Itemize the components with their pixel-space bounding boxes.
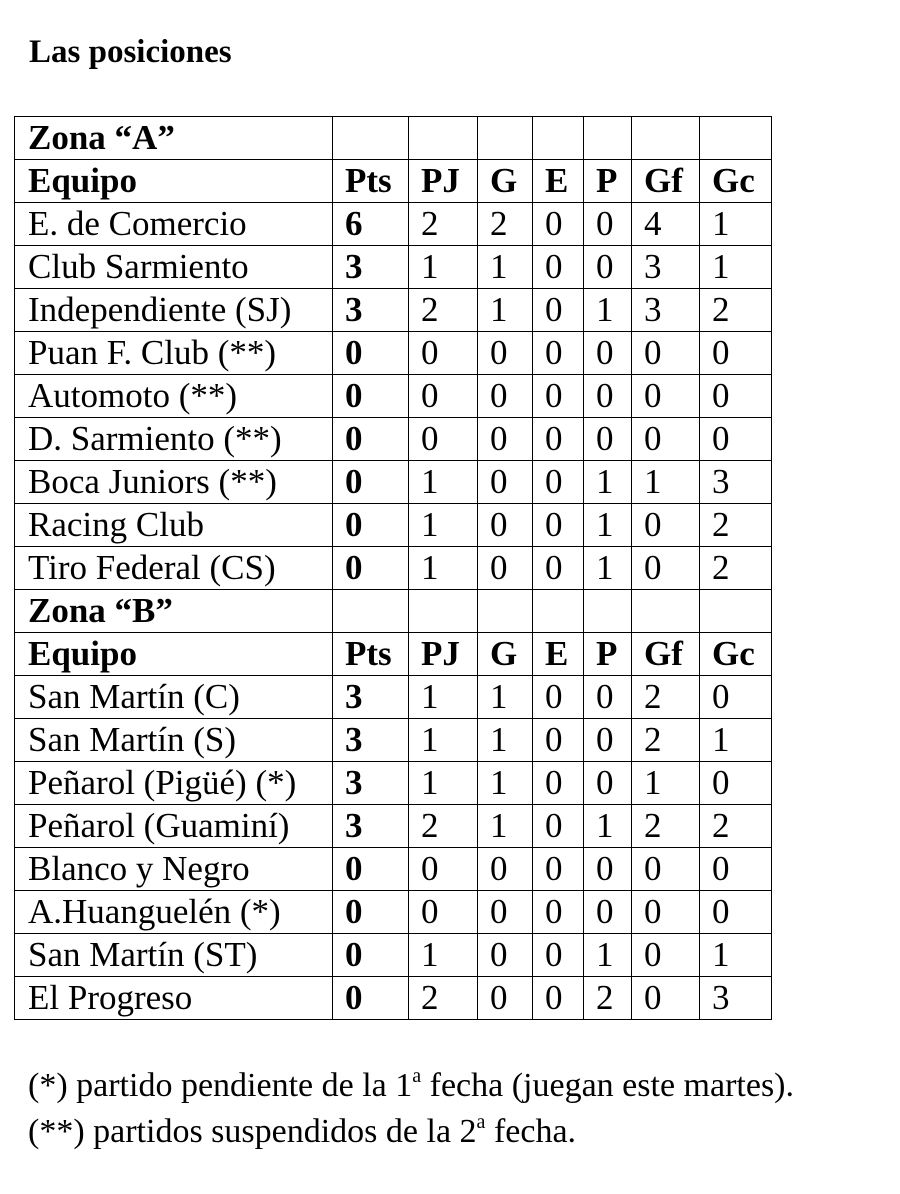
table-row bbox=[15, 891, 772, 934]
stat-pj: 1 bbox=[409, 934, 478, 977]
stat-gf: 0 bbox=[632, 375, 700, 418]
stat-gc: 2 bbox=[700, 805, 772, 848]
zone-title-row bbox=[15, 590, 772, 633]
stat-gf: 3 bbox=[632, 289, 700, 332]
stat-e: 0 bbox=[533, 246, 584, 289]
table-row bbox=[15, 805, 772, 848]
footnote-pending bbox=[28, 1063, 794, 1109]
stat-g: 1 bbox=[478, 762, 533, 805]
empty-cell bbox=[409, 590, 478, 633]
stat-pts: 3 bbox=[333, 246, 409, 289]
stat-pts: 0 bbox=[333, 332, 409, 375]
column-header-gc: Gc bbox=[700, 633, 772, 676]
column-header-e: E bbox=[533, 160, 584, 203]
stat-g: 1 bbox=[478, 246, 533, 289]
stat-e: 0 bbox=[533, 848, 584, 891]
stat-g: 0 bbox=[478, 848, 533, 891]
team-name: Peñarol (Guaminí) bbox=[15, 805, 333, 848]
team-name: Automoto (**) bbox=[15, 375, 333, 418]
stat-gc: 0 bbox=[700, 332, 772, 375]
column-header-row bbox=[15, 633, 772, 676]
empty-cell bbox=[700, 590, 772, 633]
empty-cell bbox=[478, 117, 533, 160]
column-header-p: P bbox=[584, 160, 632, 203]
column-header-row bbox=[15, 160, 772, 203]
empty-cell bbox=[632, 590, 700, 633]
stat-gc: 0 bbox=[700, 418, 772, 461]
column-header-gf: Gf bbox=[632, 160, 700, 203]
footnote-text: (**) partidos suspendidos de la 2 bbox=[28, 1113, 477, 1150]
empty-cell bbox=[333, 117, 409, 160]
stat-gf: 2 bbox=[632, 719, 700, 762]
stat-gc: 1 bbox=[700, 719, 772, 762]
stat-gc: 0 bbox=[700, 762, 772, 805]
stat-g: 0 bbox=[478, 977, 533, 1020]
standings-body bbox=[15, 117, 772, 1020]
team-name: A.Huanguelén (*) bbox=[15, 891, 333, 934]
stat-pj: 0 bbox=[409, 418, 478, 461]
stat-e: 0 bbox=[533, 805, 584, 848]
column-header-team: Equipo bbox=[15, 633, 333, 676]
stat-p: 0 bbox=[584, 375, 632, 418]
stat-gc: 1 bbox=[700, 246, 772, 289]
stat-p: 1 bbox=[584, 504, 632, 547]
stat-pj: 0 bbox=[409, 848, 478, 891]
stat-gc: 1 bbox=[700, 203, 772, 246]
stat-e: 0 bbox=[533, 891, 584, 934]
stat-pts: 6 bbox=[333, 203, 409, 246]
zone-title: Zona “A” bbox=[15, 117, 333, 160]
empty-cell bbox=[632, 117, 700, 160]
stat-pts: 0 bbox=[333, 504, 409, 547]
table-row bbox=[15, 289, 772, 332]
stat-gc: 0 bbox=[700, 375, 772, 418]
column-header-pts: Pts bbox=[333, 633, 409, 676]
stat-g: 0 bbox=[478, 418, 533, 461]
standings-table bbox=[14, 116, 772, 1020]
table-row bbox=[15, 676, 772, 719]
table-row bbox=[15, 762, 772, 805]
stat-e: 0 bbox=[533, 289, 584, 332]
stat-p: 1 bbox=[584, 289, 632, 332]
zone-title: Zona “B” bbox=[15, 590, 333, 633]
stat-e: 0 bbox=[533, 676, 584, 719]
stat-g: 0 bbox=[478, 375, 533, 418]
team-name: Club Sarmiento bbox=[15, 246, 333, 289]
stat-p: 1 bbox=[584, 805, 632, 848]
stat-pj: 1 bbox=[409, 547, 478, 590]
page-title: Las posiciones bbox=[29, 34, 232, 70]
stat-gf: 0 bbox=[632, 418, 700, 461]
stat-e: 0 bbox=[533, 719, 584, 762]
stat-pts: 0 bbox=[333, 461, 409, 504]
column-header-pj: PJ bbox=[409, 160, 478, 203]
stat-e: 0 bbox=[533, 934, 584, 977]
stat-g: 0 bbox=[478, 547, 533, 590]
table-row bbox=[15, 461, 772, 504]
stat-pj: 2 bbox=[409, 805, 478, 848]
stat-gf: 0 bbox=[632, 547, 700, 590]
stat-gc: 3 bbox=[700, 977, 772, 1020]
column-header-e: E bbox=[533, 633, 584, 676]
stat-pts: 0 bbox=[333, 848, 409, 891]
footnote-text: fecha (juegan este martes). bbox=[421, 1067, 794, 1104]
team-name: Racing Club bbox=[15, 504, 333, 547]
stat-pj: 0 bbox=[409, 332, 478, 375]
stat-pts: 0 bbox=[333, 547, 409, 590]
stat-gf: 2 bbox=[632, 805, 700, 848]
stat-e: 0 bbox=[533, 762, 584, 805]
column-header-pj: PJ bbox=[409, 633, 478, 676]
stat-pts: 0 bbox=[333, 977, 409, 1020]
stat-gc: 0 bbox=[700, 676, 772, 719]
stat-e: 0 bbox=[533, 418, 584, 461]
empty-cell bbox=[333, 590, 409, 633]
table-row bbox=[15, 504, 772, 547]
stat-g: 0 bbox=[478, 332, 533, 375]
stat-pts: 0 bbox=[333, 375, 409, 418]
column-header-g: G bbox=[478, 633, 533, 676]
stat-p: 0 bbox=[584, 418, 632, 461]
stat-gc: 0 bbox=[700, 848, 772, 891]
stat-p: 0 bbox=[584, 203, 632, 246]
empty-cell bbox=[700, 117, 772, 160]
stat-gf: 0 bbox=[632, 934, 700, 977]
team-name: San Martín (C) bbox=[15, 676, 333, 719]
stat-pts: 0 bbox=[333, 891, 409, 934]
stat-gf: 4 bbox=[632, 203, 700, 246]
table-row bbox=[15, 719, 772, 762]
stat-p: 1 bbox=[584, 461, 632, 504]
stat-pj: 1 bbox=[409, 719, 478, 762]
stat-pj: 2 bbox=[409, 977, 478, 1020]
stat-pts: 3 bbox=[333, 289, 409, 332]
stat-g: 0 bbox=[478, 504, 533, 547]
team-name: Puan F. Club (**) bbox=[15, 332, 333, 375]
stat-pj: 2 bbox=[409, 289, 478, 332]
stat-pj: 2 bbox=[409, 203, 478, 246]
stat-pj: 1 bbox=[409, 762, 478, 805]
stat-e: 0 bbox=[533, 332, 584, 375]
column-header-p: P bbox=[584, 633, 632, 676]
stat-pts: 3 bbox=[333, 676, 409, 719]
empty-cell bbox=[533, 590, 584, 633]
stat-g: 1 bbox=[478, 805, 533, 848]
stat-p: 2 bbox=[584, 977, 632, 1020]
stat-g: 1 bbox=[478, 719, 533, 762]
stat-p: 0 bbox=[584, 676, 632, 719]
footnote-text: (*) partido pendiente de la 1 bbox=[28, 1067, 413, 1104]
stat-gc: 2 bbox=[700, 547, 772, 590]
empty-cell bbox=[533, 117, 584, 160]
stat-gf: 0 bbox=[632, 891, 700, 934]
table-row bbox=[15, 977, 772, 1020]
stat-gf: 0 bbox=[632, 504, 700, 547]
stat-gf: 2 bbox=[632, 676, 700, 719]
table-row bbox=[15, 375, 772, 418]
stat-gc: 2 bbox=[700, 289, 772, 332]
team-name: San Martín (S) bbox=[15, 719, 333, 762]
stat-g: 1 bbox=[478, 289, 533, 332]
table-row bbox=[15, 332, 772, 375]
stat-g: 0 bbox=[478, 461, 533, 504]
ordinal-superscript: a bbox=[476, 1111, 486, 1133]
table-row bbox=[15, 547, 772, 590]
column-header-team: Equipo bbox=[15, 160, 333, 203]
stat-p: 0 bbox=[584, 246, 632, 289]
table-row bbox=[15, 418, 772, 461]
footnote-suspended bbox=[28, 1109, 794, 1155]
team-name: Blanco y Negro bbox=[15, 848, 333, 891]
team-name: Independiente (SJ) bbox=[15, 289, 333, 332]
stat-e: 0 bbox=[533, 203, 584, 246]
team-name: Boca Juniors (**) bbox=[15, 461, 333, 504]
stat-gf: 1 bbox=[632, 461, 700, 504]
empty-cell bbox=[478, 590, 533, 633]
stat-pts: 3 bbox=[333, 719, 409, 762]
stat-gf: 3 bbox=[632, 246, 700, 289]
stat-p: 0 bbox=[584, 762, 632, 805]
empty-cell bbox=[409, 117, 478, 160]
stat-e: 0 bbox=[533, 547, 584, 590]
zone-title-row bbox=[15, 117, 772, 160]
team-name: San Martín (ST) bbox=[15, 934, 333, 977]
empty-cell bbox=[584, 117, 632, 160]
stat-pj: 1 bbox=[409, 461, 478, 504]
stat-gf: 1 bbox=[632, 762, 700, 805]
stat-pj: 1 bbox=[409, 676, 478, 719]
team-name: E. de Comercio bbox=[15, 203, 333, 246]
stat-gc: 3 bbox=[700, 461, 772, 504]
table-row bbox=[15, 203, 772, 246]
stat-e: 0 bbox=[533, 375, 584, 418]
stat-e: 0 bbox=[533, 504, 584, 547]
stat-e: 0 bbox=[533, 977, 584, 1020]
stat-g: 0 bbox=[478, 934, 533, 977]
stat-gf: 0 bbox=[632, 332, 700, 375]
column-header-gc: Gc bbox=[700, 160, 772, 203]
column-header-pts: Pts bbox=[333, 160, 409, 203]
stat-pts: 0 bbox=[333, 934, 409, 977]
stat-pts: 3 bbox=[333, 805, 409, 848]
column-header-gf: Gf bbox=[632, 633, 700, 676]
stat-gc: 0 bbox=[700, 891, 772, 934]
stat-pj: 0 bbox=[409, 375, 478, 418]
stat-g: 0 bbox=[478, 891, 533, 934]
stat-pj: 1 bbox=[409, 504, 478, 547]
stat-p: 1 bbox=[584, 934, 632, 977]
footnote-text: fecha. bbox=[485, 1113, 577, 1150]
stat-gc: 1 bbox=[700, 934, 772, 977]
empty-cell bbox=[584, 590, 632, 633]
stat-gc: 2 bbox=[700, 504, 772, 547]
stat-g: 1 bbox=[478, 676, 533, 719]
ordinal-superscript: a bbox=[412, 1065, 422, 1087]
team-name: El Progreso bbox=[15, 977, 333, 1020]
stat-pts: 0 bbox=[333, 418, 409, 461]
stat-e: 0 bbox=[533, 461, 584, 504]
stat-gf: 0 bbox=[632, 848, 700, 891]
stat-p: 0 bbox=[584, 332, 632, 375]
stat-pts: 3 bbox=[333, 762, 409, 805]
stat-pj: 1 bbox=[409, 246, 478, 289]
stat-p: 0 bbox=[584, 719, 632, 762]
stat-p: 0 bbox=[584, 848, 632, 891]
column-header-g: G bbox=[478, 160, 533, 203]
team-name: Tiro Federal (CS) bbox=[15, 547, 333, 590]
stat-p: 1 bbox=[584, 547, 632, 590]
table-row bbox=[15, 934, 772, 977]
table-row bbox=[15, 246, 772, 289]
table-row bbox=[15, 848, 772, 891]
footnotes bbox=[28, 1063, 794, 1155]
stat-gf: 0 bbox=[632, 977, 700, 1020]
team-name: D. Sarmiento (**) bbox=[15, 418, 333, 461]
team-name: Peñarol (Pigüé) (*) bbox=[15, 762, 333, 805]
stat-p: 0 bbox=[584, 891, 632, 934]
stat-pj: 0 bbox=[409, 891, 478, 934]
stat-g: 2 bbox=[478, 203, 533, 246]
